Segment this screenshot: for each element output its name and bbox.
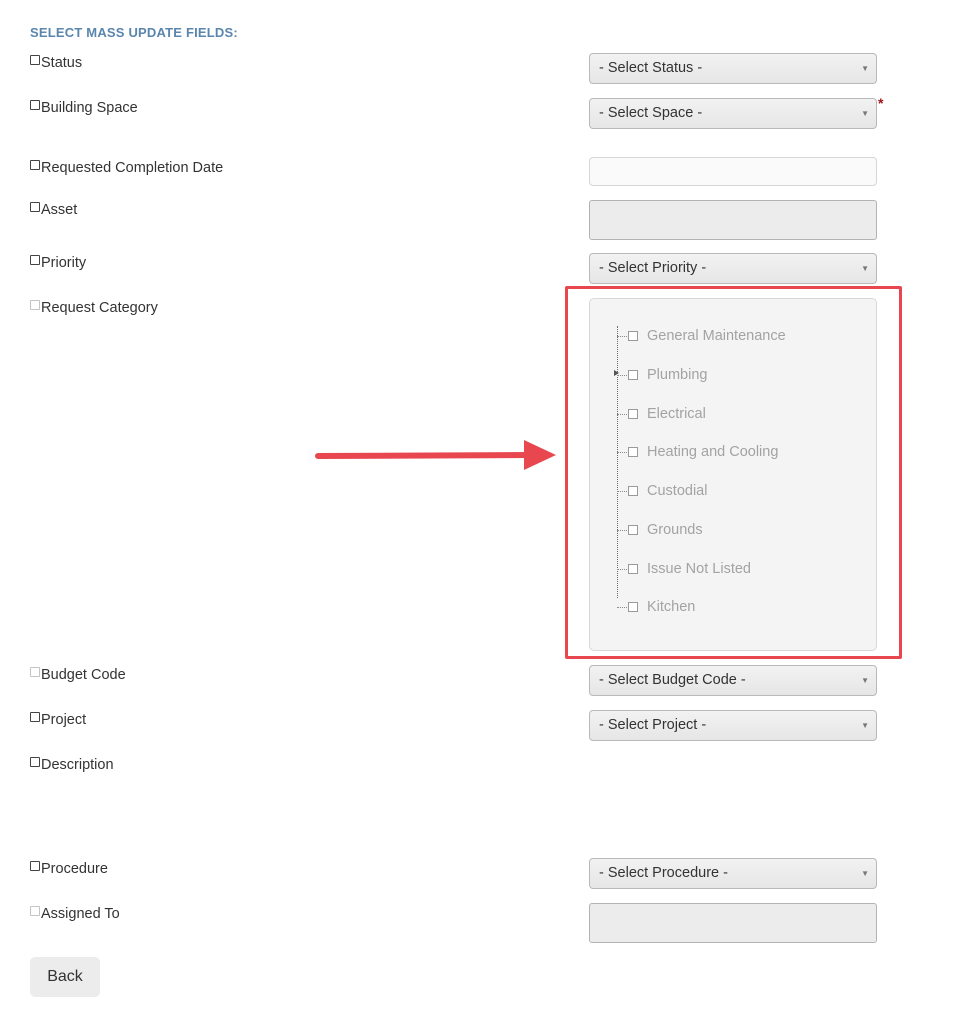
chevron-down-icon: ▼ xyxy=(861,869,869,878)
requested-completion-date-label: Requested Completion Date xyxy=(41,160,224,176)
project-checkbox[interactable] xyxy=(30,712,40,722)
chevron-down-icon: ▼ xyxy=(861,264,869,273)
description-checkbox-label[interactable] xyxy=(30,757,114,773)
chevron-down-icon: ▼ xyxy=(861,721,869,730)
tree-item-label: Heating and Cooling xyxy=(647,444,779,460)
required-indicator: * xyxy=(878,95,884,111)
request-category-label: Request Category xyxy=(41,300,158,316)
chevron-down-icon: ▼ xyxy=(861,676,869,685)
procedure-checkbox[interactable] xyxy=(30,861,40,871)
asset-input[interactable] xyxy=(589,200,877,240)
tree-item-label: General Maintenance xyxy=(647,328,786,344)
assigned-to-checkbox-label xyxy=(30,906,120,922)
status-select[interactable] xyxy=(589,53,877,84)
procedure-select-value: - Select Procedure - xyxy=(599,865,728,881)
annotation-arrow-icon xyxy=(310,436,562,476)
project-checkbox-label[interactable] xyxy=(30,712,86,728)
procedure-label: Procedure xyxy=(41,861,108,877)
procedure-checkbox-label[interactable] xyxy=(30,861,108,877)
page-heading: SELECT MASS UPDATE FIELDS: xyxy=(30,25,238,40)
highlight-box xyxy=(565,286,902,659)
description-checkbox[interactable] xyxy=(30,757,40,767)
assigned-to-label: Assigned To xyxy=(41,906,120,922)
status-label: Status xyxy=(41,55,83,71)
priority-select[interactable] xyxy=(589,253,877,284)
budget-code-checkbox-label xyxy=(30,667,126,683)
chevron-down-icon: ▼ xyxy=(861,64,869,73)
building-space-select[interactable] xyxy=(589,98,877,129)
budget-code-checkbox xyxy=(30,667,40,677)
tree-item-label: Plumbing xyxy=(647,367,708,383)
requested-completion-date-checkbox[interactable] xyxy=(30,160,40,170)
building-space-checkbox-label[interactable] xyxy=(30,100,138,116)
project-label: Project xyxy=(41,712,87,728)
tree-item-label: Custodial xyxy=(647,483,708,499)
budget-code-label: Budget Code xyxy=(41,667,126,683)
status-checkbox-label[interactable] xyxy=(30,55,82,71)
requested-completion-date-checkbox-label[interactable] xyxy=(30,160,223,176)
tree-item-label: Issue Not Listed xyxy=(647,561,751,577)
chevron-down-icon: ▼ xyxy=(861,109,869,118)
assigned-to-input[interactable] xyxy=(589,903,877,943)
status-select-value: - Select Status - xyxy=(599,60,703,76)
project-select[interactable] xyxy=(589,710,877,741)
tree-item-label: Grounds xyxy=(647,522,703,538)
status-checkbox[interactable] xyxy=(30,55,40,65)
priority-select-value: - Select Priority - xyxy=(599,260,707,276)
building-space-checkbox[interactable] xyxy=(30,100,40,110)
tree-item-label: Electrical xyxy=(647,406,706,422)
assigned-to-checkbox xyxy=(30,906,40,916)
requested-completion-date-input[interactable] xyxy=(589,157,877,186)
building-space-label: Building Space xyxy=(41,100,138,116)
back-button[interactable]: Back xyxy=(30,957,100,997)
tree-item-label: Kitchen xyxy=(647,599,696,615)
asset-checkbox-label[interactable] xyxy=(30,202,77,218)
priority-checkbox-label[interactable] xyxy=(30,255,86,271)
building-space-select-value: - Select Space - xyxy=(599,105,703,121)
project-select-value: - Select Project - xyxy=(599,717,707,733)
asset-label: Asset xyxy=(41,202,78,218)
request-category-checkbox-label xyxy=(30,300,158,316)
request-category-checkbox xyxy=(30,300,40,310)
procedure-select[interactable] xyxy=(589,858,877,889)
asset-checkbox[interactable] xyxy=(30,202,40,212)
budget-code-select[interactable] xyxy=(589,665,877,696)
priority-label: Priority xyxy=(41,255,87,271)
description-label: Description xyxy=(41,757,114,773)
budget-code-select-value: - Select Budget Code - xyxy=(599,672,746,688)
priority-checkbox[interactable] xyxy=(30,255,40,265)
